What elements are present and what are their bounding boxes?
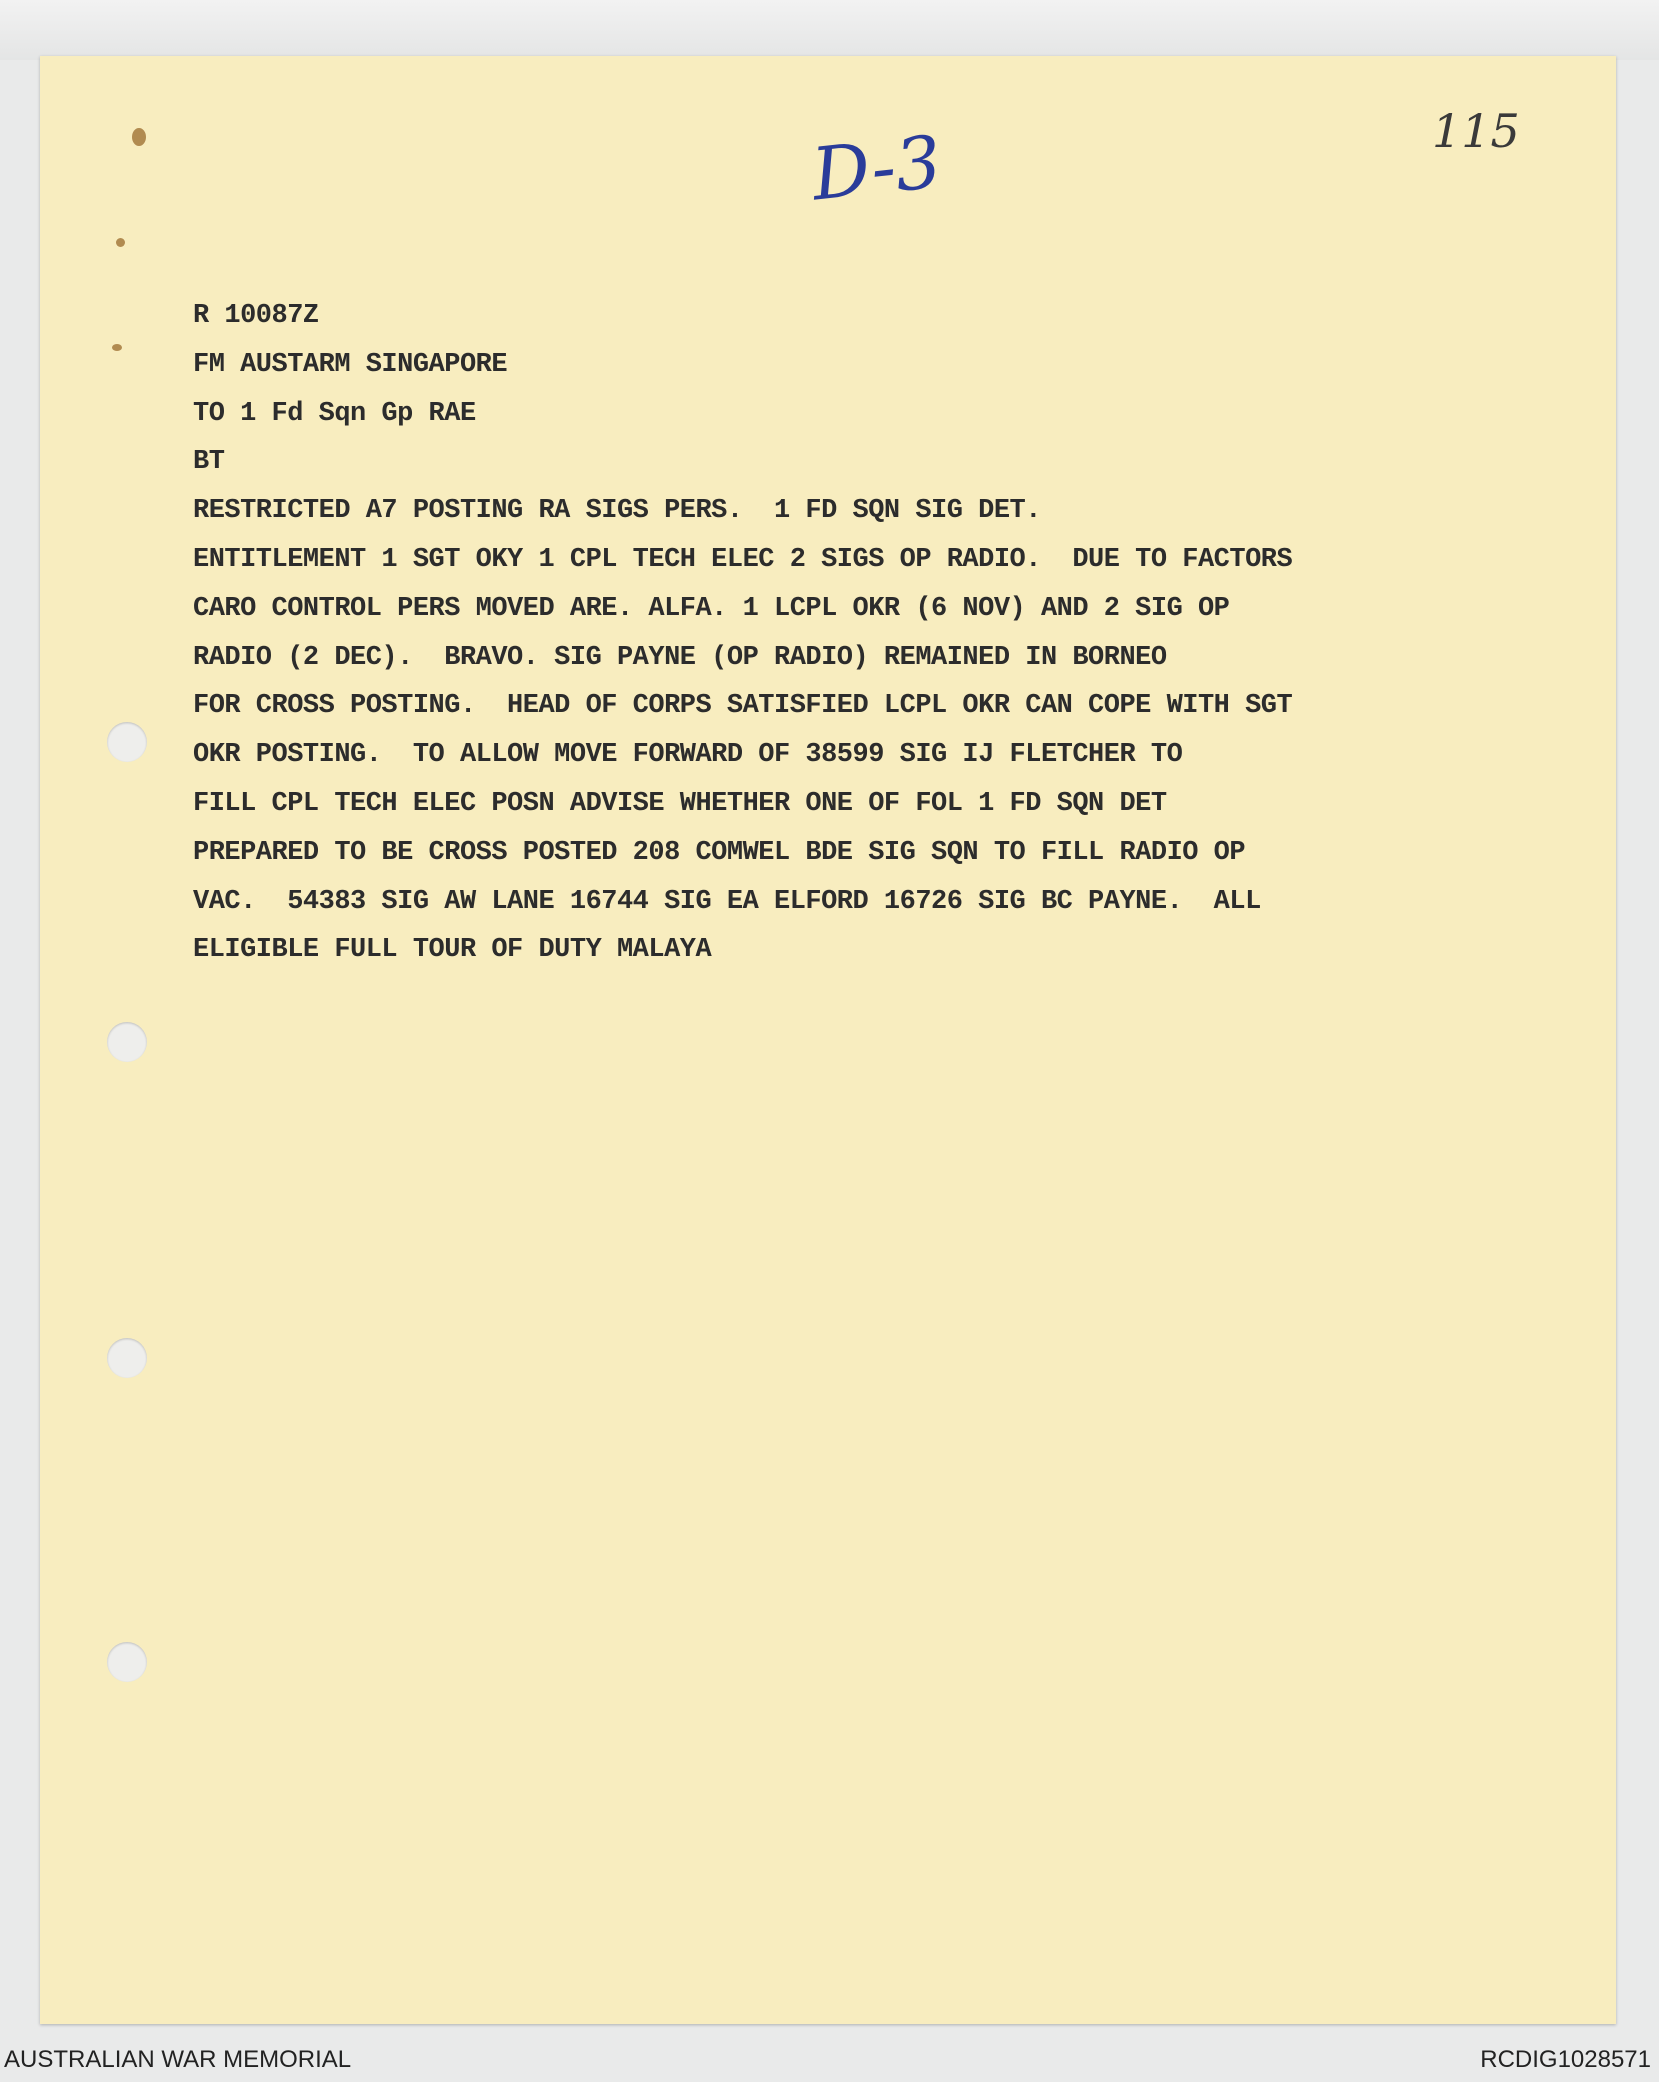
rust-stain [112,344,122,351]
rust-stain [132,128,146,146]
institution-label: AUSTRALIAN WAR MEMORIAL [4,2046,352,2073]
message-to: TO 1 Fd Sqn Gp RAE [193,398,476,429]
message-body-line: ENTITLEMENT 1 SGT OKY 1 CPL TECH ELEC 2 SIGS OP RADIO. DUE TO FACTORS [193,544,1293,575]
handwritten-reference: D-3 [807,119,946,217]
message-body-line: PREPARED TO BE CROSS POSTED 208 COMWEL BDE SIG SQN TO FILL RADIO OP [193,837,1246,868]
message-break: BT [193,447,225,478]
message-body-line: FILL CPL TECH ELEC POSN ADVISE WHETHER ONE OF FOL 1 FD SQN DET [193,788,1167,819]
message-body-line: OKR POSTING. TO ALLOW MOVE FORWARD OF 38599 SIG IJ FLETCHER TO [193,740,1183,771]
message-body-line: CARO CONTROL PERS MOVED ARE. ALFA. 1 LCPL OKR (6 NOV) AND 2 SIG OP [193,593,1230,624]
rust-stain [116,238,125,247]
punch-hole [107,1642,147,1682]
message-body-line: ELIGIBLE FULL TOUR OF DUTY MALAYA [193,935,712,966]
scanner-background [0,0,1659,60]
message-dtg: R 10087Z [193,301,319,331]
message-body-line: FOR CROSS POSTING. HEAD OF CORPS SATISFIED LCPL OKR CAN COPE WITH SGT [193,691,1293,722]
message-body-line: RESTRICTED A7 POSTING RA SIGS PERS. 1 FD SQN SIG DET. [193,496,1041,527]
punch-hole [107,1338,147,1378]
folio-number: 115 [1432,104,1520,158]
signal-message [193,292,1423,975]
message-from: FM AUSTARM SINGAPORE [193,349,508,380]
message-body-line: RADIO (2 DEC). BRAVO. SIG PAYNE (OP RADIO) REMAINED IN BORNEO [193,642,1167,673]
message-body-line: VAC. 54383 SIG AW LANE 16744 SIG EA ELFORD 16726 SIG BC PAYNE. ALL [193,886,1261,917]
record-id: RCDIG1028571 [1480,2046,1651,2073]
punch-hole [107,722,147,762]
punch-hole [107,1022,147,1062]
document-page [40,56,1616,2024]
